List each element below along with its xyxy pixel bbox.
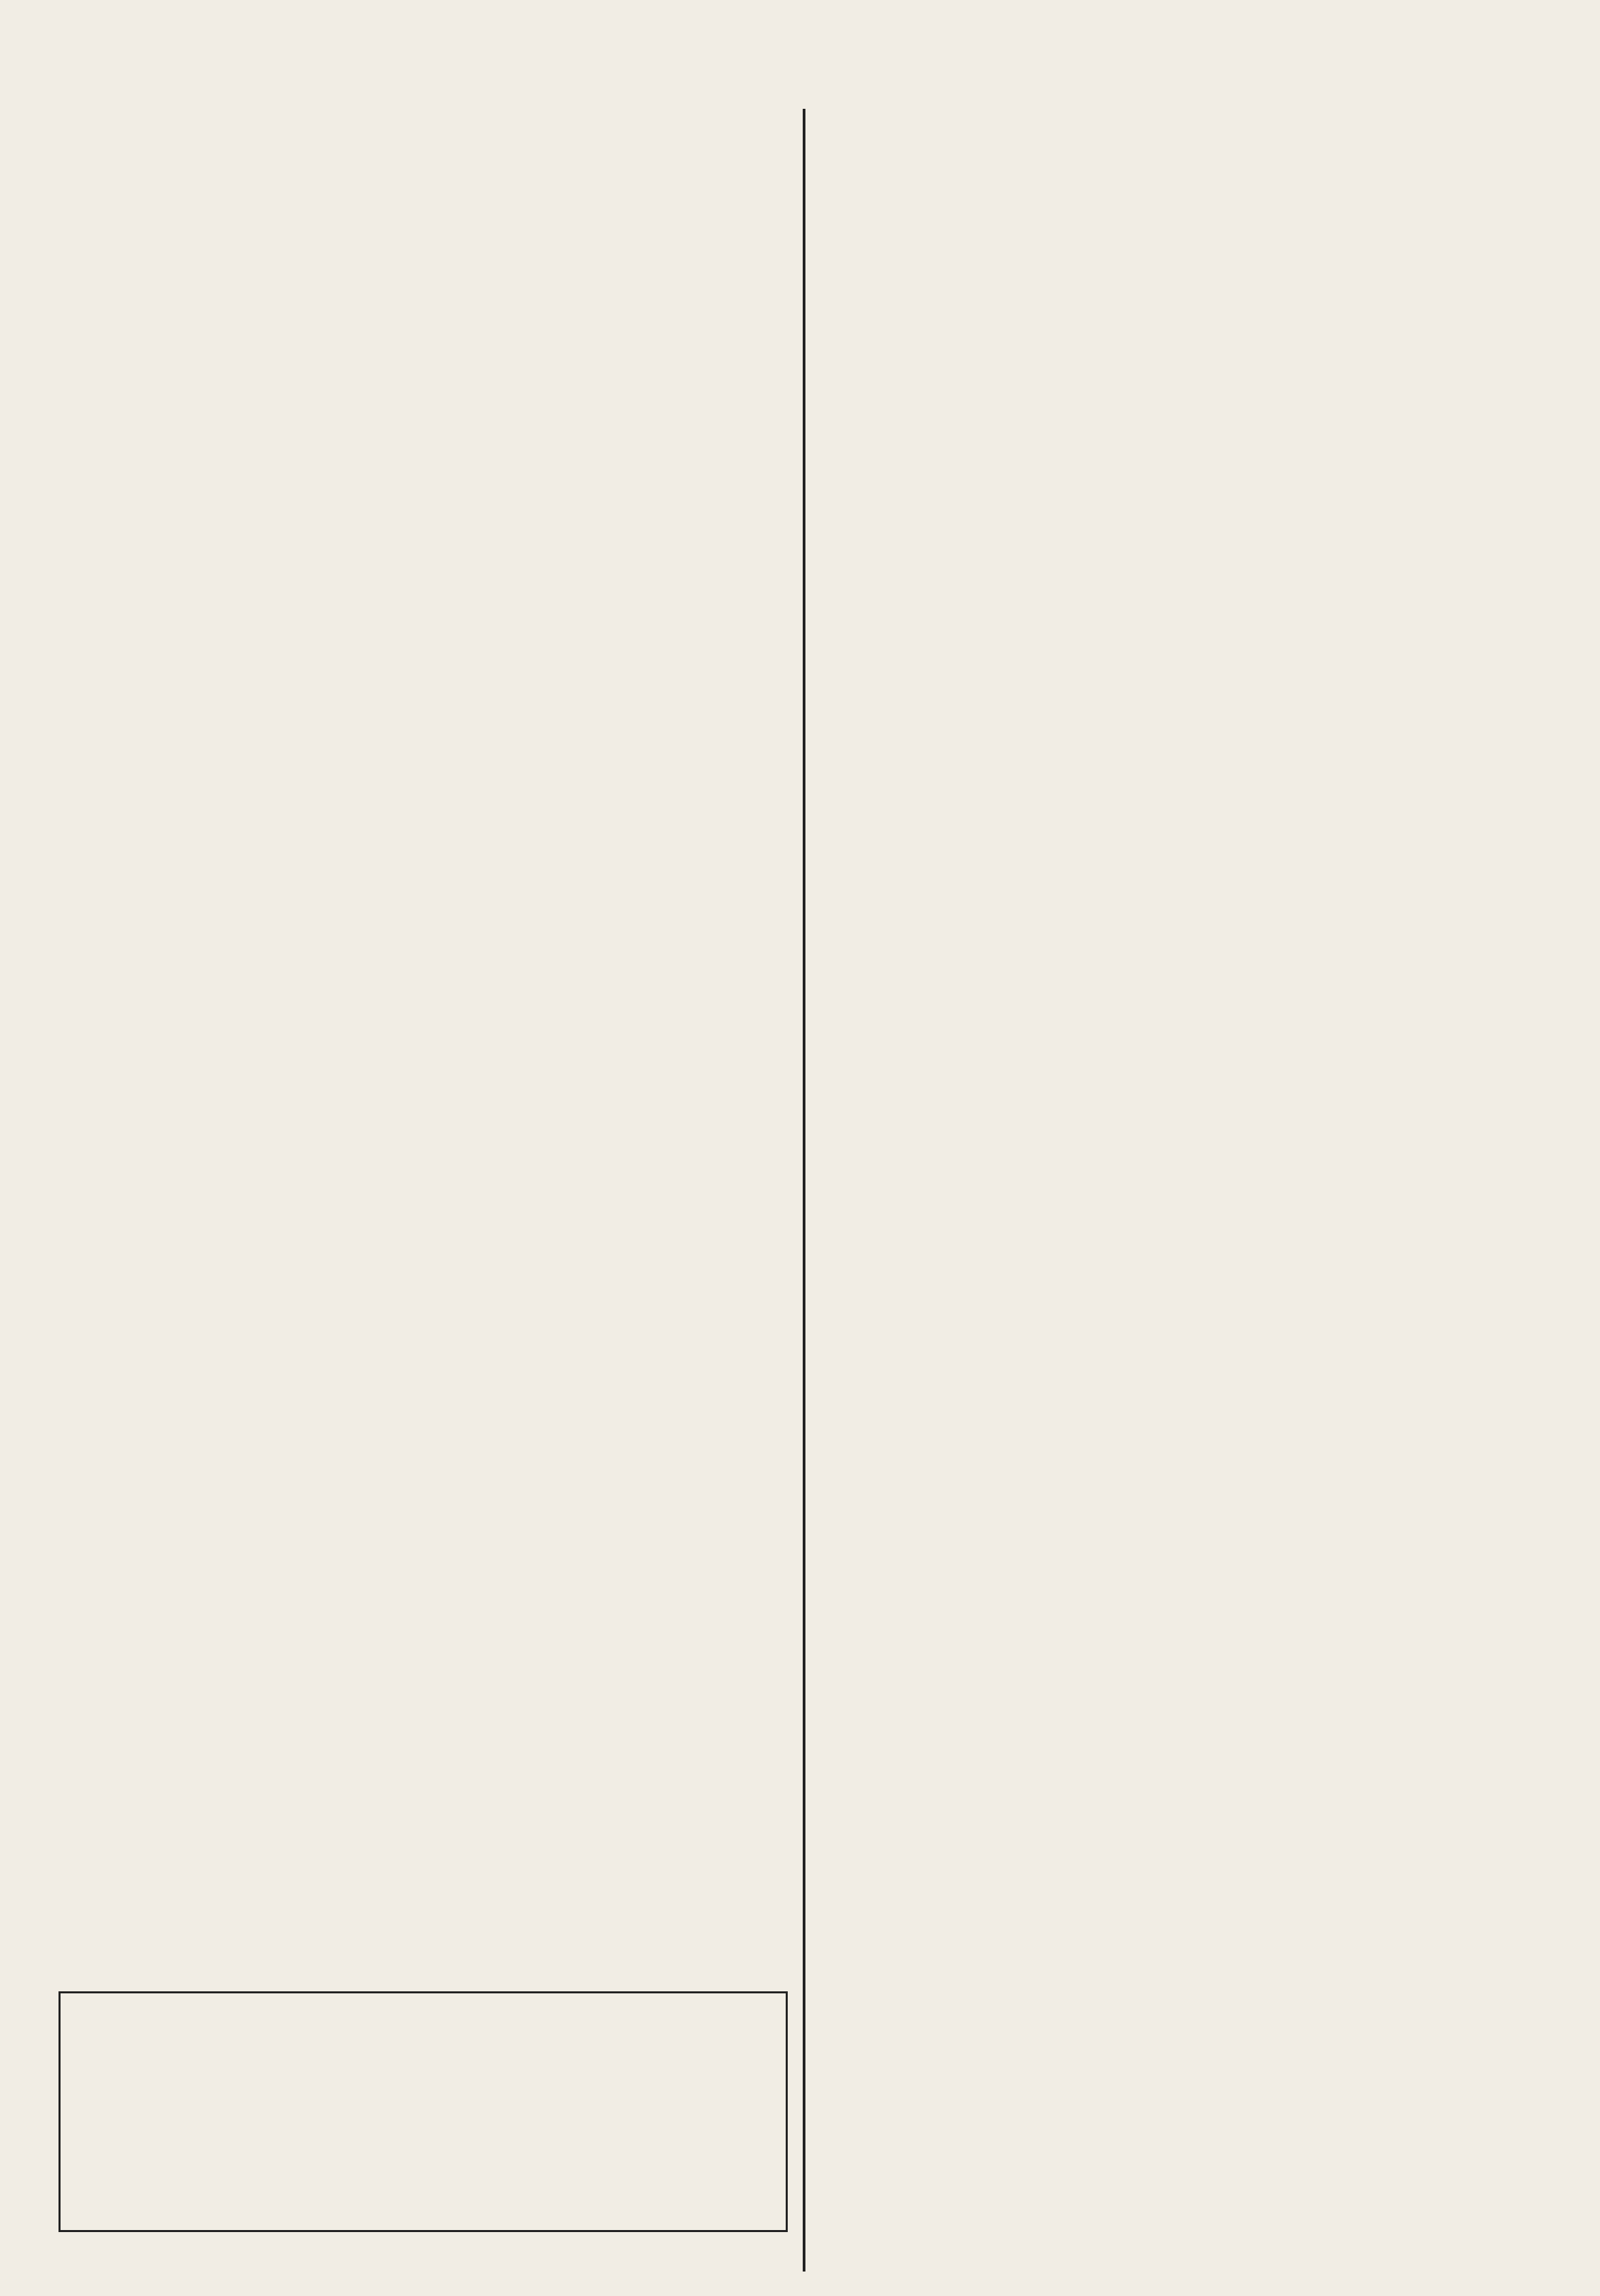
column-divider xyxy=(803,109,805,2272)
congratulations-advertisement xyxy=(823,1965,1552,2224)
for-sale-advertisement xyxy=(59,1991,788,2232)
